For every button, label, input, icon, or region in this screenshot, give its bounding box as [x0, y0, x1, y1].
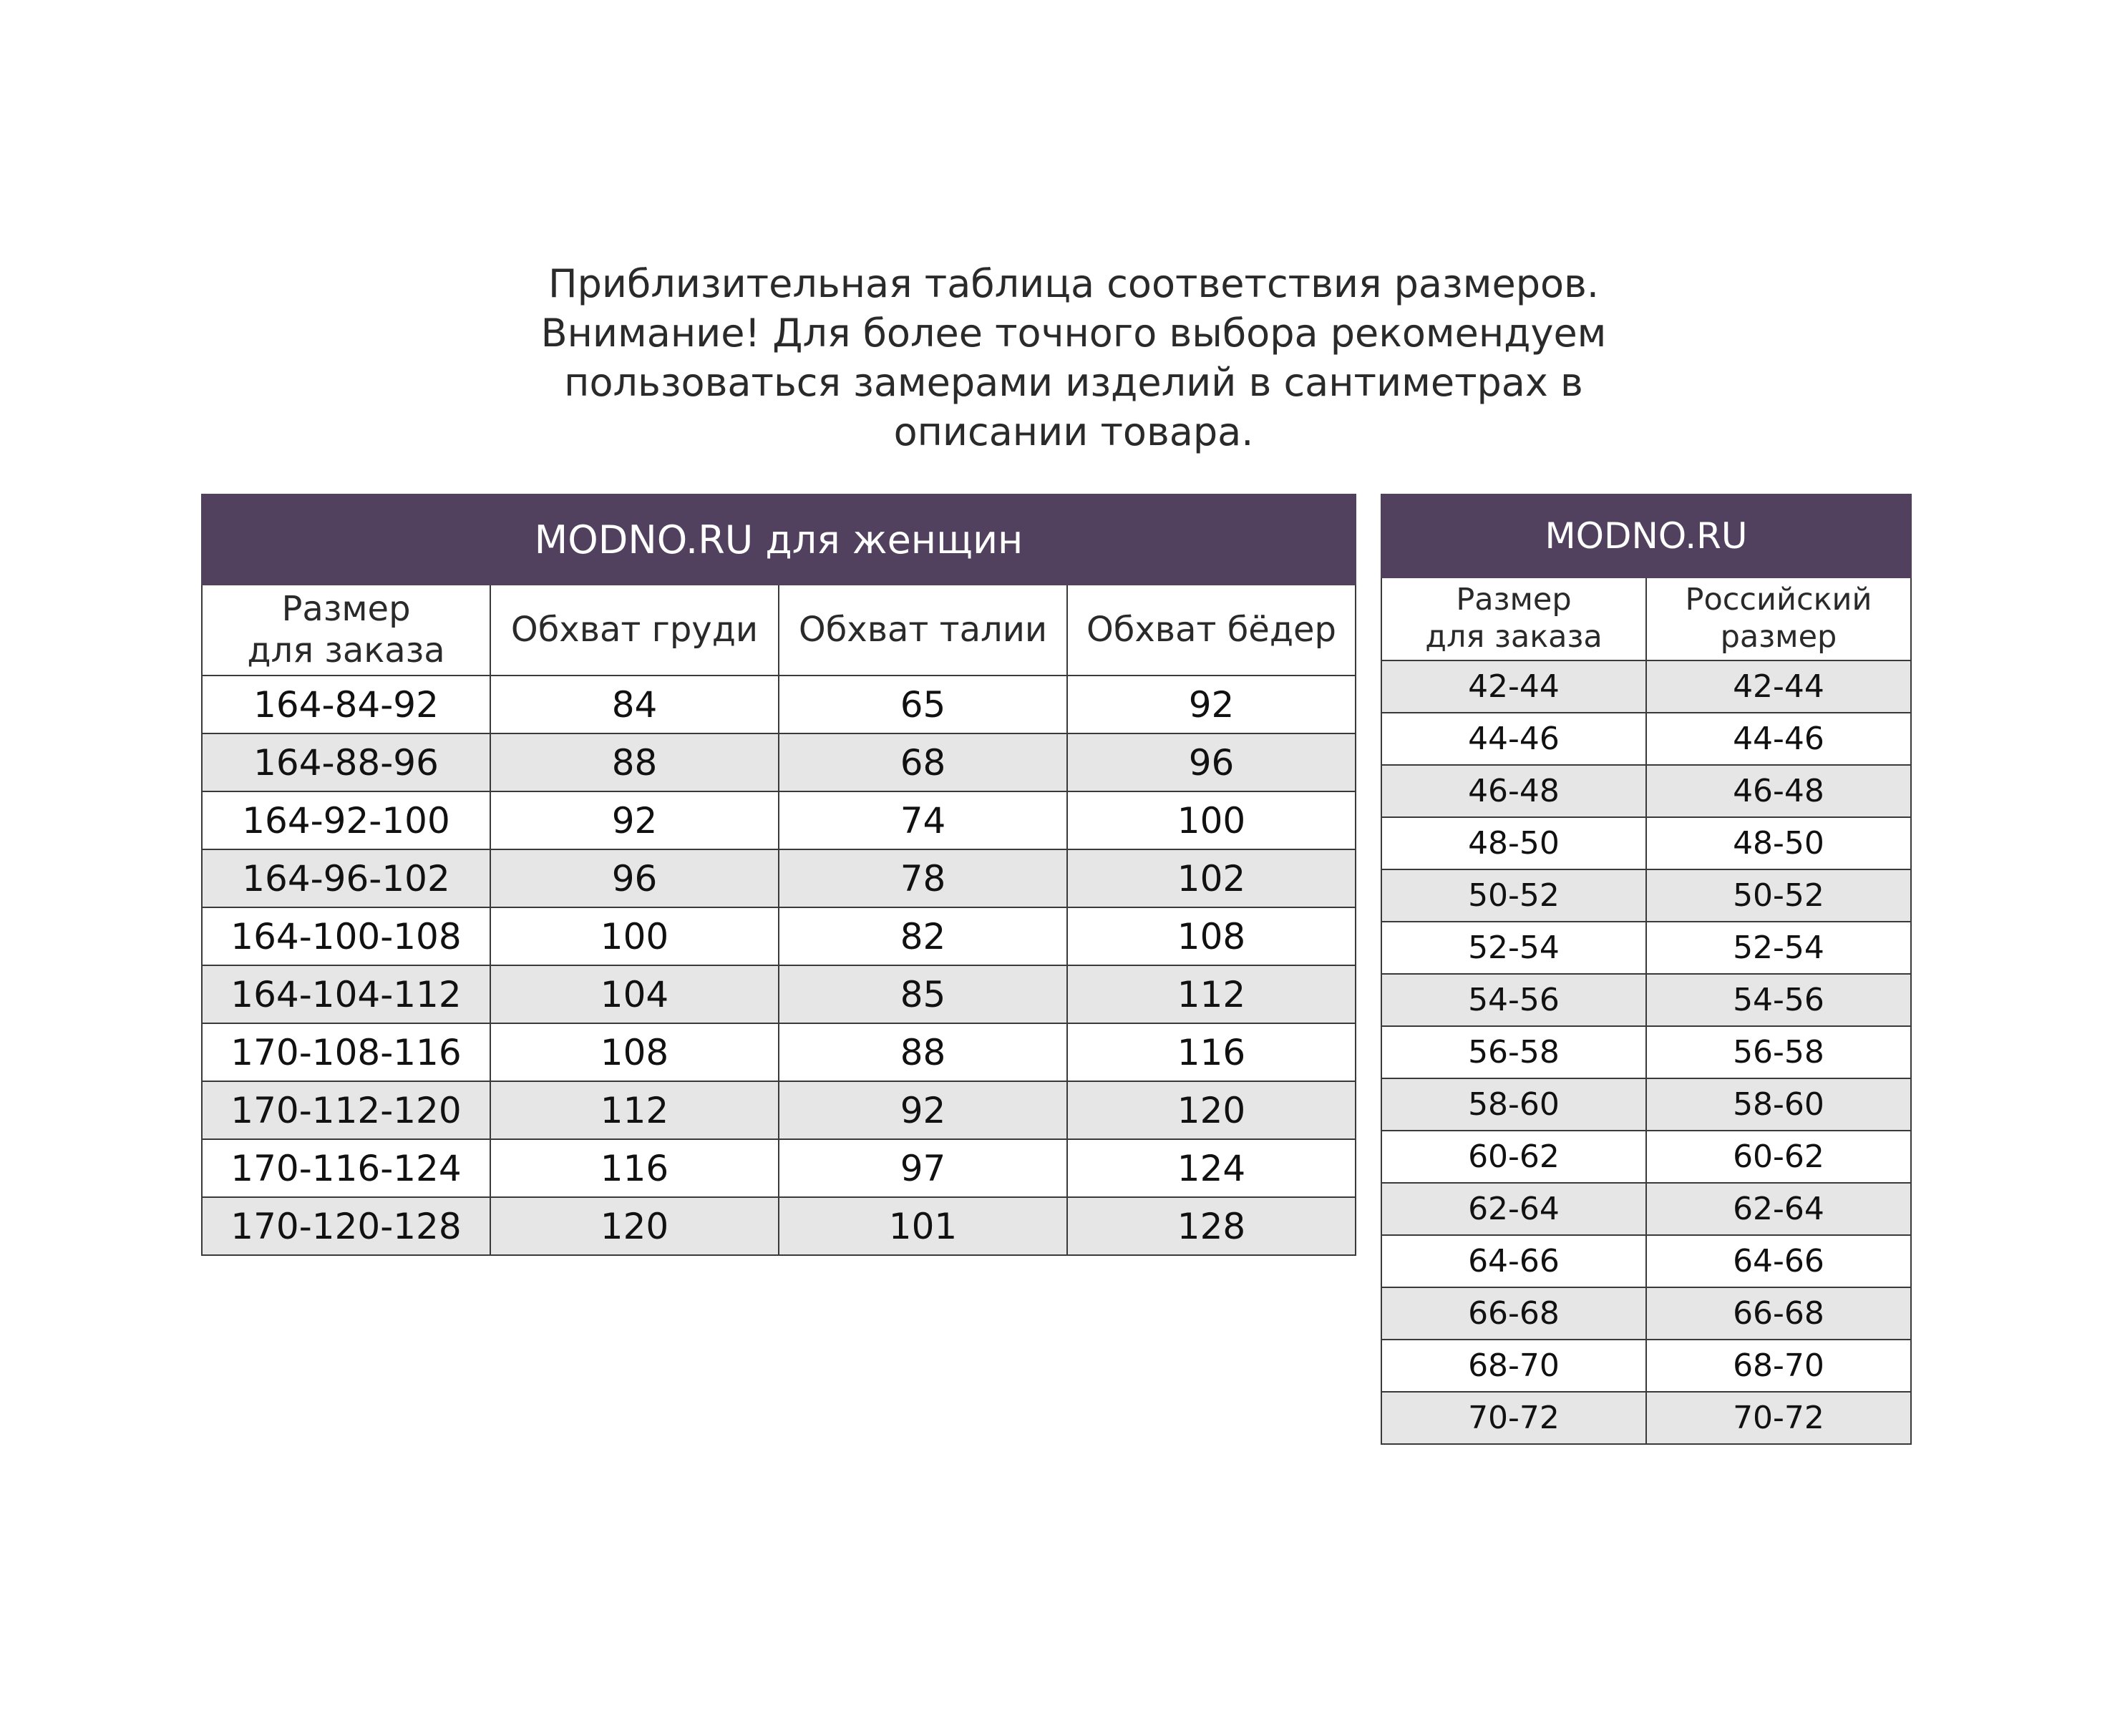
table-cell: 170-112-120	[202, 1081, 490, 1139]
table-cell: 164-92-100	[202, 791, 490, 849]
table-cell: 164-84-92	[202, 676, 490, 733]
table-cell: 58-60	[1381, 1078, 1646, 1131]
header-order-size	[202, 585, 490, 676]
table-cell: 56-58	[1381, 1026, 1646, 1078]
table-cell: 46-48	[1381, 765, 1646, 817]
table-row	[1381, 817, 1911, 869]
header-order-size-line1: Размер	[1456, 582, 1572, 618]
table-cell: 60-62	[1646, 1131, 1911, 1183]
table-cell: 164-88-96	[202, 733, 490, 791]
table-row	[1381, 1078, 1911, 1131]
table-cell: 85	[779, 965, 1067, 1023]
table-cell: 62-64	[1646, 1183, 1911, 1235]
table-row	[202, 907, 1356, 965]
header-order-size-line2: для заказа	[1425, 619, 1603, 655]
notice-line: Внимание! Для более точного выбора рекомендуем	[540, 311, 1607, 356]
table-cell: 64-66	[1381, 1235, 1646, 1287]
table-cell: 46-48	[1646, 765, 1911, 817]
table-cell: 42-44	[1381, 660, 1646, 713]
header-order-size-line1: Размер	[281, 588, 411, 629]
size-notice	[401, 259, 1746, 457]
table-row	[202, 791, 1356, 849]
table-cell: 112	[490, 1081, 779, 1139]
table-row	[1381, 660, 1911, 713]
table-cell: 82	[779, 907, 1067, 965]
table-cell: 102	[1067, 849, 1356, 907]
table-row	[1381, 765, 1911, 817]
table-cell: 54-56	[1381, 974, 1646, 1026]
table-cell: 92	[1067, 676, 1356, 733]
table-cell: 88	[490, 733, 779, 791]
table-cell: 66-68	[1381, 1287, 1646, 1340]
table-row	[202, 1139, 1356, 1197]
table-cell: 108	[1067, 907, 1356, 965]
header-order-size-line2: для заказа	[247, 630, 445, 670]
table-cell: 116	[1067, 1023, 1356, 1081]
table-row	[202, 1197, 1356, 1255]
women-size-table	[201, 494, 1356, 1256]
header-russian-size-line2: размер	[1720, 619, 1837, 655]
table-cell: 108	[490, 1023, 779, 1081]
table-cell: 100	[1067, 791, 1356, 849]
table-cell: 70-72	[1646, 1392, 1911, 1444]
table-cell: 112	[1067, 965, 1356, 1023]
table-cell: 68-70	[1381, 1340, 1646, 1392]
table-row	[1381, 1392, 1911, 1444]
table-cell: 52-54	[1646, 922, 1911, 974]
table-cell: 50-52	[1381, 869, 1646, 922]
table-cell: 66-68	[1646, 1287, 1911, 1340]
ru-size-table	[1381, 494, 1912, 1445]
women-header-row	[202, 585, 1356, 676]
table-cell: 58-60	[1646, 1078, 1911, 1131]
table-cell: 64-66	[1646, 1235, 1911, 1287]
table-row	[202, 733, 1356, 791]
notice-line: Приблизительная таблица соответствия размеров.	[548, 261, 1600, 306]
table-cell: 62-64	[1381, 1183, 1646, 1235]
table-cell: 48-50	[1646, 817, 1911, 869]
table-cell: 74	[779, 791, 1067, 849]
table-row	[1381, 713, 1911, 765]
table-cell: 164-104-112	[202, 965, 490, 1023]
header-hips: Обхват бёдер	[1067, 585, 1356, 676]
table-cell: 170-120-128	[202, 1197, 490, 1255]
header-order-size	[1381, 577, 1646, 660]
table-cell: 164-100-108	[202, 907, 490, 965]
header-russian-size-line1: Российский	[1685, 582, 1872, 618]
table-cell: 96	[490, 849, 779, 907]
table-row	[202, 1023, 1356, 1081]
table-cell: 128	[1067, 1197, 1356, 1255]
ru-header-row	[1381, 577, 1911, 660]
table-row	[1381, 1026, 1911, 1078]
table-row	[202, 965, 1356, 1023]
table-row	[1381, 1340, 1911, 1392]
table-cell: 84	[490, 676, 779, 733]
header-waist: Обхват талии	[779, 585, 1067, 676]
table-cell: 124	[1067, 1139, 1356, 1197]
table-row	[1381, 1131, 1911, 1183]
table-cell: 60-62	[1381, 1131, 1646, 1183]
table-row	[1381, 1183, 1911, 1235]
table-row	[1381, 1287, 1911, 1340]
table-cell: 170-108-116	[202, 1023, 490, 1081]
table-cell: 68	[779, 733, 1067, 791]
table-cell: 70-72	[1381, 1392, 1646, 1444]
header-chest: Обхват груди	[490, 585, 779, 676]
table-cell: 104	[490, 965, 779, 1023]
table-cell: 120	[1067, 1081, 1356, 1139]
women-table-title: MODNO.RU для женщин	[202, 494, 1356, 585]
table-cell: 164-96-102	[202, 849, 490, 907]
table-cell: 42-44	[1646, 660, 1911, 713]
table-cell: 97	[779, 1139, 1067, 1197]
table-row	[202, 676, 1356, 733]
table-cell: 56-58	[1646, 1026, 1911, 1078]
table-cell: 101	[779, 1197, 1067, 1255]
table-cell: 78	[779, 849, 1067, 907]
notice-line: пользоваться замерами изделий в сантиметрах в	[564, 360, 1583, 405]
table-cell: 68-70	[1646, 1340, 1911, 1392]
table-cell: 65	[779, 676, 1067, 733]
table-cell: 92	[490, 791, 779, 849]
table-row	[202, 849, 1356, 907]
ru-table-title: MODNO.RU	[1381, 494, 1911, 577]
table-cell: 48-50	[1381, 817, 1646, 869]
ru-table-body	[1381, 660, 1911, 1444]
table-row	[1381, 1235, 1911, 1287]
table-row	[202, 1081, 1356, 1139]
table-cell: 116	[490, 1139, 779, 1197]
table-cell: 120	[490, 1197, 779, 1255]
table-cell: 44-46	[1381, 713, 1646, 765]
table-cell: 44-46	[1646, 713, 1911, 765]
notice-line: описании товара.	[893, 409, 1254, 454]
table-cell: 50-52	[1646, 869, 1911, 922]
table-cell: 88	[779, 1023, 1067, 1081]
table-cell: 100	[490, 907, 779, 965]
women-table-body	[202, 676, 1356, 1255]
table-row	[1381, 974, 1911, 1026]
table-cell: 170-116-124	[202, 1139, 490, 1197]
header-russian-size	[1646, 577, 1911, 660]
table-cell: 52-54	[1381, 922, 1646, 974]
table-cell: 92	[779, 1081, 1067, 1139]
table-cell: 54-56	[1646, 974, 1911, 1026]
table-cell: 96	[1067, 733, 1356, 791]
table-row	[1381, 869, 1911, 922]
table-row	[1381, 922, 1911, 974]
